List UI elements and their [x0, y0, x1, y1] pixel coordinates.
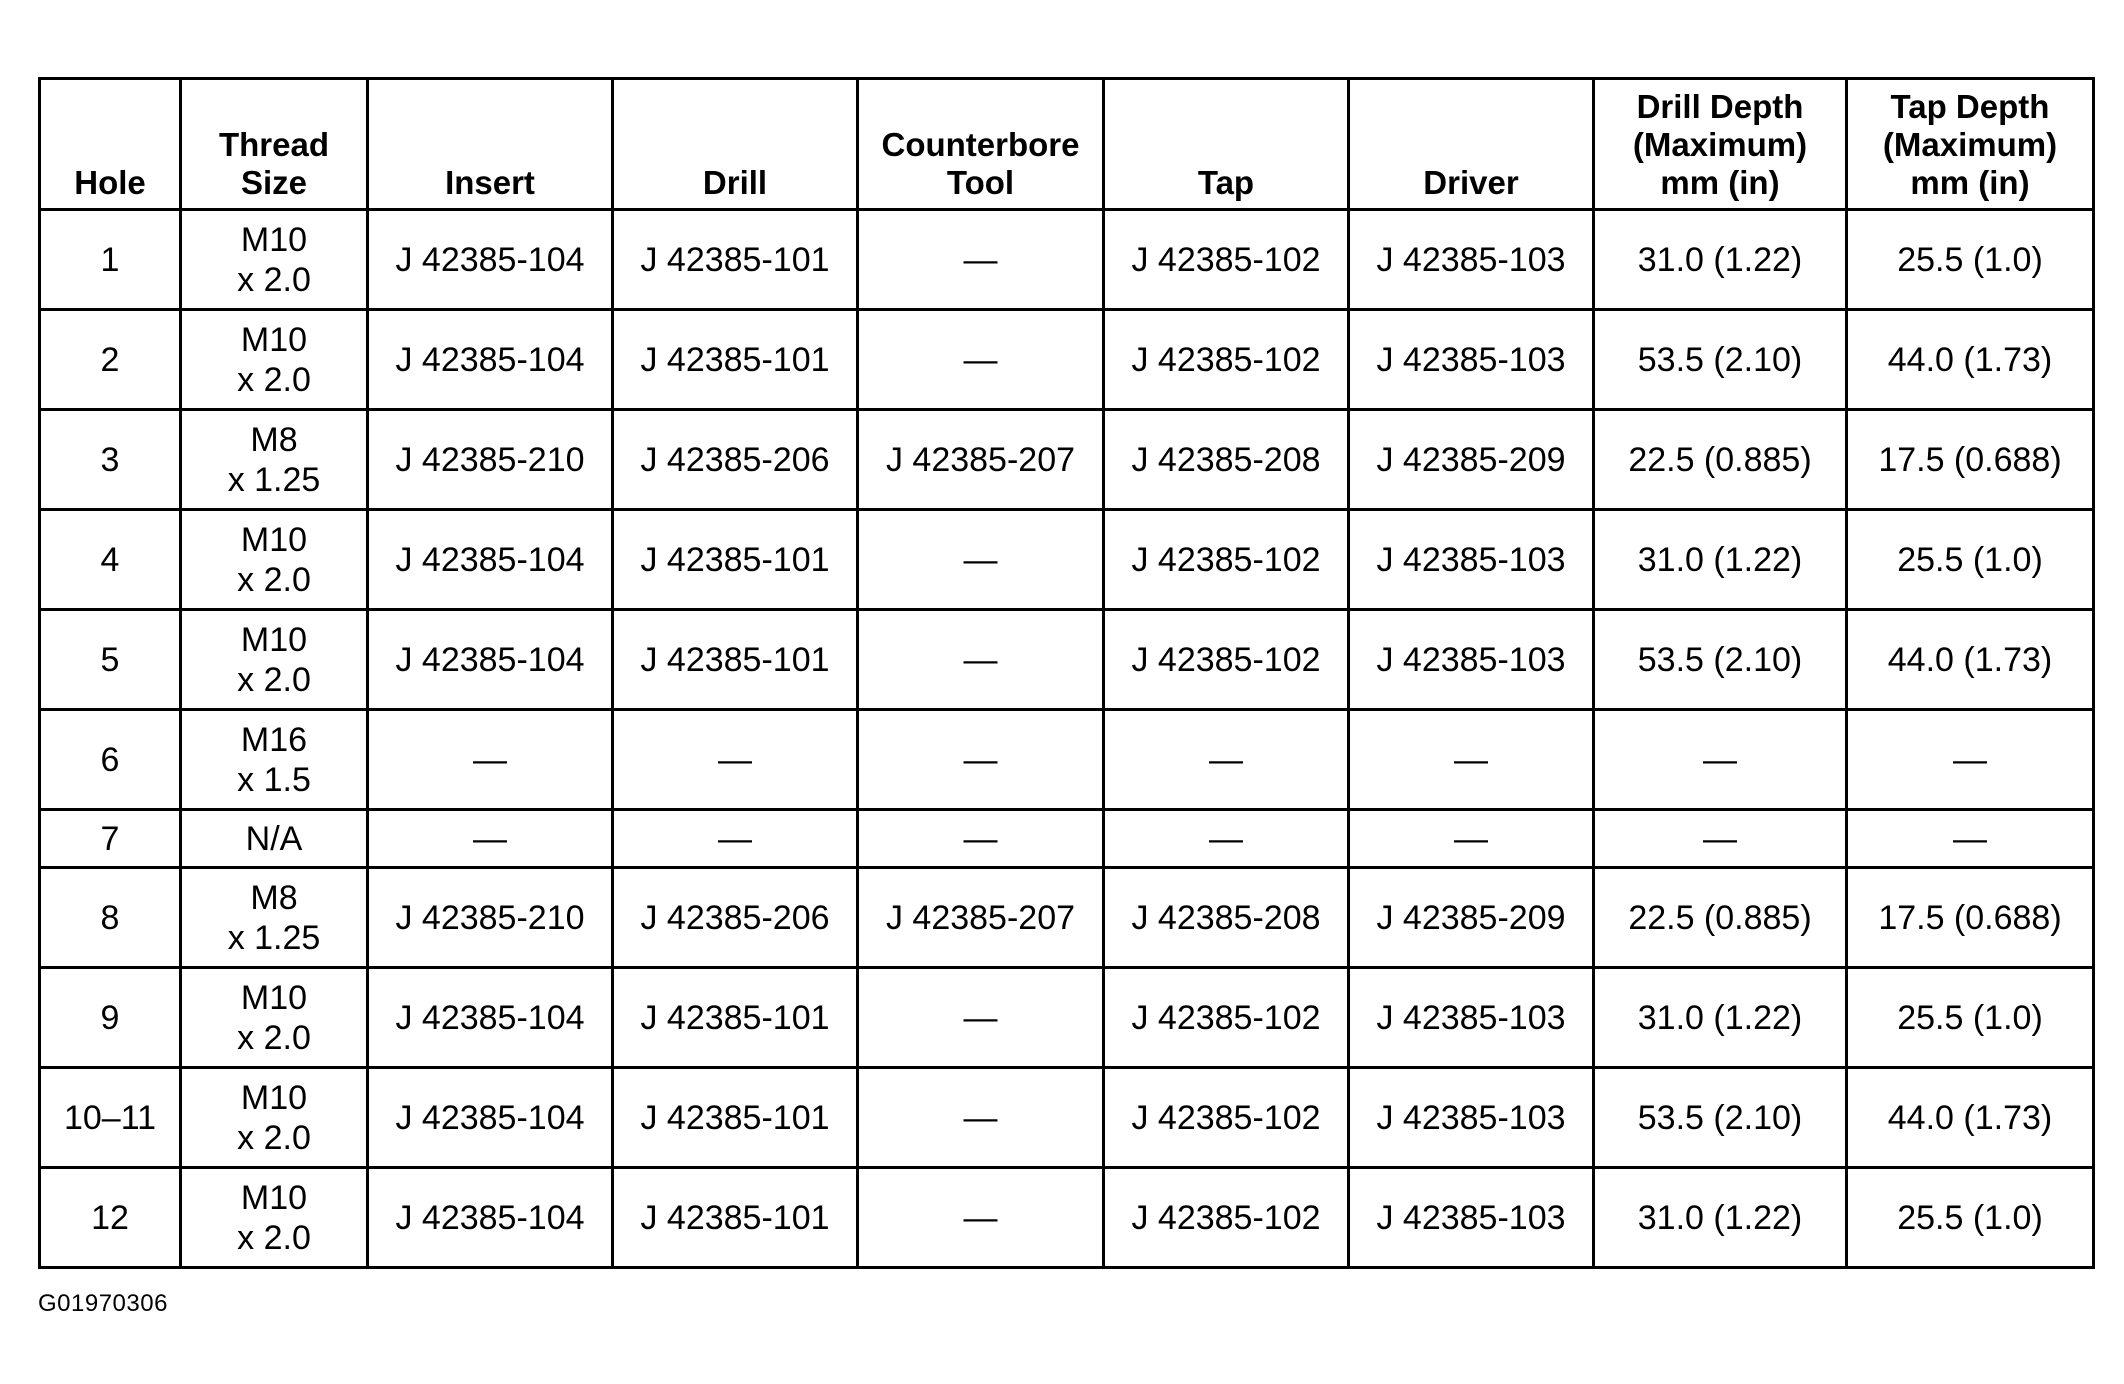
hole-cell: 5	[40, 610, 181, 710]
insert-cell: J 42385-104	[368, 510, 613, 610]
thread-size-cell	[181, 710, 368, 810]
insert-cell: J 42385-104	[368, 1168, 613, 1268]
thread-size-line: N/A	[245, 819, 303, 858]
tap-depth-cell: 44.0 (1.73)	[1847, 310, 2094, 410]
drill-depth-cell: 22.5 (0.885)	[1594, 410, 1847, 510]
drill-depth-cell: 31.0 (1.22)	[1594, 1168, 1847, 1268]
drill-depth-cell: 31.0 (1.22)	[1594, 968, 1847, 1068]
column-header-hole	[40, 79, 181, 210]
counterbore-cell: —	[858, 1068, 1104, 1168]
column-header-line: Counterbore	[881, 126, 1080, 163]
column-header-line: Thread	[218, 126, 330, 163]
thread-size-line: x 1.25	[227, 918, 321, 957]
tap-cell: J 42385-208	[1104, 868, 1349, 968]
drill-depth-cell: 22.5 (0.885)	[1594, 868, 1847, 968]
tap-cell: —	[1104, 710, 1349, 810]
table-row	[40, 968, 2094, 1068]
table-row	[40, 610, 2094, 710]
thread-size-line: M10	[240, 1178, 308, 1217]
thread-size-cell	[181, 868, 368, 968]
table-row	[40, 810, 2094, 868]
hole-cell: 12	[40, 1168, 181, 1268]
thread-size-cell	[181, 310, 368, 410]
table-header-row	[40, 79, 2094, 210]
drill-depth-cell: 31.0 (1.22)	[1594, 210, 1847, 310]
hole-cell: 2	[40, 310, 181, 410]
tap-cell: J 42385-102	[1104, 1068, 1349, 1168]
counterbore-cell: —	[858, 710, 1104, 810]
tool-table	[38, 77, 2095, 1269]
tap-depth-cell: —	[1847, 710, 2094, 810]
hole-cell: 10–11	[40, 1068, 181, 1168]
column-header-line: (Maximum)	[1882, 126, 2058, 163]
table-row	[40, 510, 2094, 610]
hole-cell: 9	[40, 968, 181, 1068]
tap-cell: J 42385-102	[1104, 1168, 1349, 1268]
thread-size-line: x 1.25	[227, 460, 321, 499]
column-header-line: Drill	[702, 164, 768, 201]
counterbore-cell: —	[858, 968, 1104, 1068]
tap-depth-cell: 44.0 (1.73)	[1847, 610, 2094, 710]
counterbore-cell: —	[858, 510, 1104, 610]
drill-depth-cell: —	[1594, 710, 1847, 810]
thread-size-line: x 2.0	[237, 1118, 311, 1157]
insert-cell: J 42385-104	[368, 310, 613, 410]
driver-cell: —	[1349, 810, 1594, 868]
tap-cell: J 42385-102	[1104, 510, 1349, 610]
insert-cell: J 42385-104	[368, 210, 613, 310]
column-header-tap	[1104, 79, 1349, 210]
insert-cell: J 42385-210	[368, 410, 613, 510]
drill-cell: J 42385-101	[613, 968, 858, 1068]
drill-cell: —	[613, 710, 858, 810]
thread-size-line: x 2.0	[237, 1018, 311, 1057]
insert-cell: J 42385-104	[368, 968, 613, 1068]
column-header-line: mm (in)	[1910, 164, 2030, 201]
driver-cell: —	[1349, 710, 1594, 810]
thread-size-cell	[181, 810, 368, 868]
column-header-tap-depth	[1847, 79, 2094, 210]
drill-cell: J 42385-101	[613, 310, 858, 410]
thread-size-line: x 2.0	[237, 1218, 311, 1257]
thread-size-line: M10	[240, 320, 308, 359]
column-header-line: Tool	[946, 164, 1015, 201]
column-header-line: Tap Depth	[1890, 88, 2050, 125]
column-header-line: Tap	[1197, 164, 1255, 201]
table-body	[40, 210, 2094, 1268]
driver-cell: J 42385-103	[1349, 1168, 1594, 1268]
drill-cell: J 42385-101	[613, 1168, 858, 1268]
drill-depth-cell: —	[1594, 810, 1847, 868]
tap-cell: —	[1104, 810, 1349, 868]
thread-size-cell	[181, 510, 368, 610]
drill-cell: —	[613, 810, 858, 868]
counterbore-cell: J 42385-207	[858, 410, 1104, 510]
counterbore-cell: —	[858, 610, 1104, 710]
thread-size-line: M8	[250, 878, 298, 917]
column-header-insert	[368, 79, 613, 210]
tap-cell: J 42385-102	[1104, 610, 1349, 710]
drill-cell: J 42385-101	[613, 1068, 858, 1168]
drill-cell: J 42385-206	[613, 410, 858, 510]
table-row	[40, 410, 2094, 510]
drill-cell: J 42385-101	[613, 210, 858, 310]
column-header-drill-depth	[1594, 79, 1847, 210]
driver-cell: J 42385-209	[1349, 868, 1594, 968]
counterbore-cell: —	[858, 310, 1104, 410]
column-header-line: (Maximum)	[1632, 126, 1808, 163]
tap-depth-cell: 17.5 (0.688)	[1847, 868, 2094, 968]
drill-depth-cell: 53.5 (2.10)	[1594, 1068, 1847, 1168]
tap-depth-cell: 25.5 (1.0)	[1847, 510, 2094, 610]
column-header-counterbore-tool	[858, 79, 1104, 210]
thread-size-line: M10	[240, 978, 308, 1017]
table-row	[40, 710, 2094, 810]
insert-cell: J 42385-210	[368, 868, 613, 968]
counterbore-cell: —	[858, 810, 1104, 868]
insert-cell: —	[368, 810, 613, 868]
tap-cell: J 42385-102	[1104, 310, 1349, 410]
table-row	[40, 210, 2094, 310]
driver-cell: J 42385-209	[1349, 410, 1594, 510]
figure-id: G01970306	[38, 1290, 168, 1317]
column-header-line: Size	[240, 164, 308, 201]
thread-size-line: x 2.0	[237, 360, 311, 399]
insert-cell: —	[368, 710, 613, 810]
tap-cell: J 42385-208	[1104, 410, 1349, 510]
thread-size-line: M10	[240, 620, 308, 659]
tap-depth-cell: 25.5 (1.0)	[1847, 1168, 2094, 1268]
driver-cell: J 42385-103	[1349, 510, 1594, 610]
tap-depth-cell: 44.0 (1.73)	[1847, 1068, 2094, 1168]
drill-depth-cell: 53.5 (2.10)	[1594, 610, 1847, 710]
tap-depth-cell: 25.5 (1.0)	[1847, 968, 2094, 1068]
counterbore-cell: J 42385-207	[858, 868, 1104, 968]
tap-cell: J 42385-102	[1104, 968, 1349, 1068]
hole-cell: 6	[40, 710, 181, 810]
thread-size-cell	[181, 610, 368, 710]
drill-cell: J 42385-101	[613, 510, 858, 610]
thread-size-cell	[181, 968, 368, 1068]
column-header-line: mm (in)	[1660, 164, 1780, 201]
counterbore-cell: —	[858, 210, 1104, 310]
hole-cell: 4	[40, 510, 181, 610]
table-row	[40, 1068, 2094, 1168]
tap-cell: J 42385-102	[1104, 210, 1349, 310]
table-row	[40, 310, 2094, 410]
thread-size-line: M8	[250, 420, 298, 459]
thread-size-line: x 2.0	[237, 560, 311, 599]
driver-cell: J 42385-103	[1349, 310, 1594, 410]
table-row	[40, 1168, 2094, 1268]
thread-size-line: M16	[240, 720, 308, 759]
insert-cell: J 42385-104	[368, 1068, 613, 1168]
thread-size-cell	[181, 410, 368, 510]
column-header-line: Drill Depth	[1636, 88, 1804, 125]
thread-size-cell	[181, 1068, 368, 1168]
insert-cell: J 42385-104	[368, 610, 613, 710]
thread-size-line: M10	[240, 520, 308, 559]
column-header-line: Insert	[445, 164, 535, 201]
hole-cell: 8	[40, 868, 181, 968]
column-header-thread-size	[181, 79, 368, 210]
thread-size-line: M10	[240, 1078, 308, 1117]
driver-cell: J 42385-103	[1349, 968, 1594, 1068]
driver-cell: J 42385-103	[1349, 1068, 1594, 1168]
tap-depth-cell: —	[1847, 810, 2094, 868]
thread-size-line: x 1.5	[237, 760, 311, 799]
counterbore-cell: —	[858, 1168, 1104, 1268]
thread-size-line: M10	[240, 220, 308, 259]
table-row	[40, 868, 2094, 968]
thread-size-cell	[181, 1168, 368, 1268]
column-header-driver	[1349, 79, 1594, 210]
tap-depth-cell: 25.5 (1.0)	[1847, 210, 2094, 310]
column-header-line: Driver	[1423, 164, 1519, 201]
tool-table-container	[38, 77, 2092, 1269]
drill-cell: J 42385-101	[613, 610, 858, 710]
hole-cell: 3	[40, 410, 181, 510]
driver-cell: J 42385-103	[1349, 210, 1594, 310]
drill-depth-cell: 31.0 (1.22)	[1594, 510, 1847, 610]
driver-cell: J 42385-103	[1349, 610, 1594, 710]
hole-cell: 1	[40, 210, 181, 310]
hole-cell: 7	[40, 810, 181, 868]
thread-size-line: x 2.0	[237, 660, 311, 699]
tap-depth-cell: 17.5 (0.688)	[1847, 410, 2094, 510]
drill-cell: J 42385-206	[613, 868, 858, 968]
drill-depth-cell: 53.5 (2.10)	[1594, 310, 1847, 410]
thread-size-cell	[181, 210, 368, 310]
column-header-line: Hole	[74, 164, 146, 201]
column-header-drill	[613, 79, 858, 210]
thread-size-line: x 2.0	[237, 260, 311, 299]
